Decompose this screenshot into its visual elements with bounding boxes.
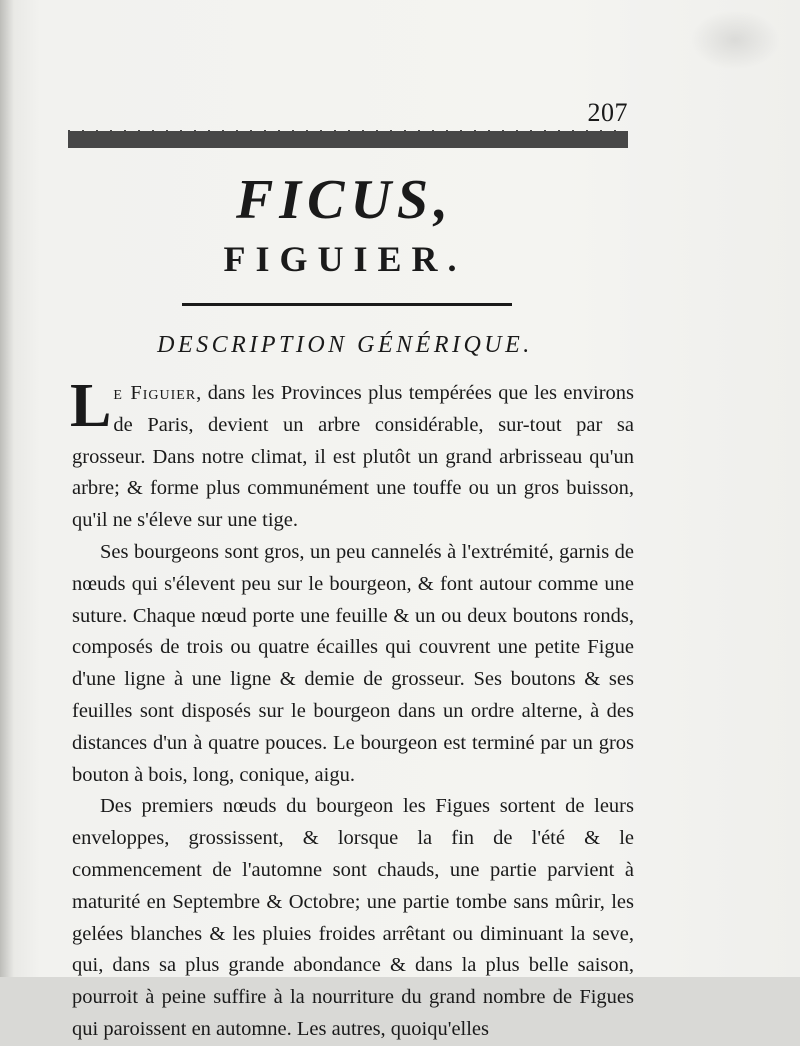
drop-cap: L (70, 372, 112, 440)
ornamental-border (68, 130, 628, 148)
paragraph-2: Ses bourgeons sont gros, un peu cannelés à l'extrémité, garnis de nœuds qui s'élevent peu sur le bourgeon, & font autour comme une suture. Chaque nœud porte une feuille & un ou deux boutons ronds, composés de trois ou quatre écailles qui couvrent une petite Figue d'une ligne à une ligne & demie de grosseur. Ses boutons & ses feuilles sont disposés sur le bourgeon dans un ordre alterne, à des distances d'un à quatre pouces. Le bourgeon est terminé par un gros bouton à bois, long, conique, aigu. (72, 540, 634, 786)
page-title: FICUS, (235, 169, 455, 231)
lead-word: e Figuier (113, 382, 197, 404)
section-heading: DESCRIPTION GÉNÉRIQUE. (157, 332, 533, 358)
page-subtitle: FIGUIER. (223, 239, 467, 279)
paragraph-1 (70, 372, 635, 537)
paragraph-3: Des premiers nœuds du bourgeon les Figues sortent de leurs enveloppes, grossissent, & lorsque la fin de l'été & le commencement de l'automne sont chauds, une partie parvient à maturité en Septembre & Octobre; une partie tombe sans mûrir, les gelées blanches & les pluies froides arrêtant ou diminuant la seve, qui, dans sa plus grande abondance & dans la plus belle saison, pourroit à peine suffire à la nourriture du grand nombre de Figues qui paroissent en automne. Les autres, quoiqu'elles (72, 795, 634, 1040)
body-text (70, 372, 635, 1046)
title-divider (182, 303, 512, 306)
page-number: 207 (587, 98, 628, 127)
paragraph-1-text: , dans les Provinces plus tempérées que les environs de Paris, devient un arbre considérable, sur-tout par sa grosseur. Dans notre climat, il est plutôt un grand arbrisseau qu'un arbre; & forme plus communément une touffe ou un gros buisson, qu'il ne s'éleve sur une tige. (72, 382, 635, 532)
bleed-through-smudge (690, 10, 780, 70)
